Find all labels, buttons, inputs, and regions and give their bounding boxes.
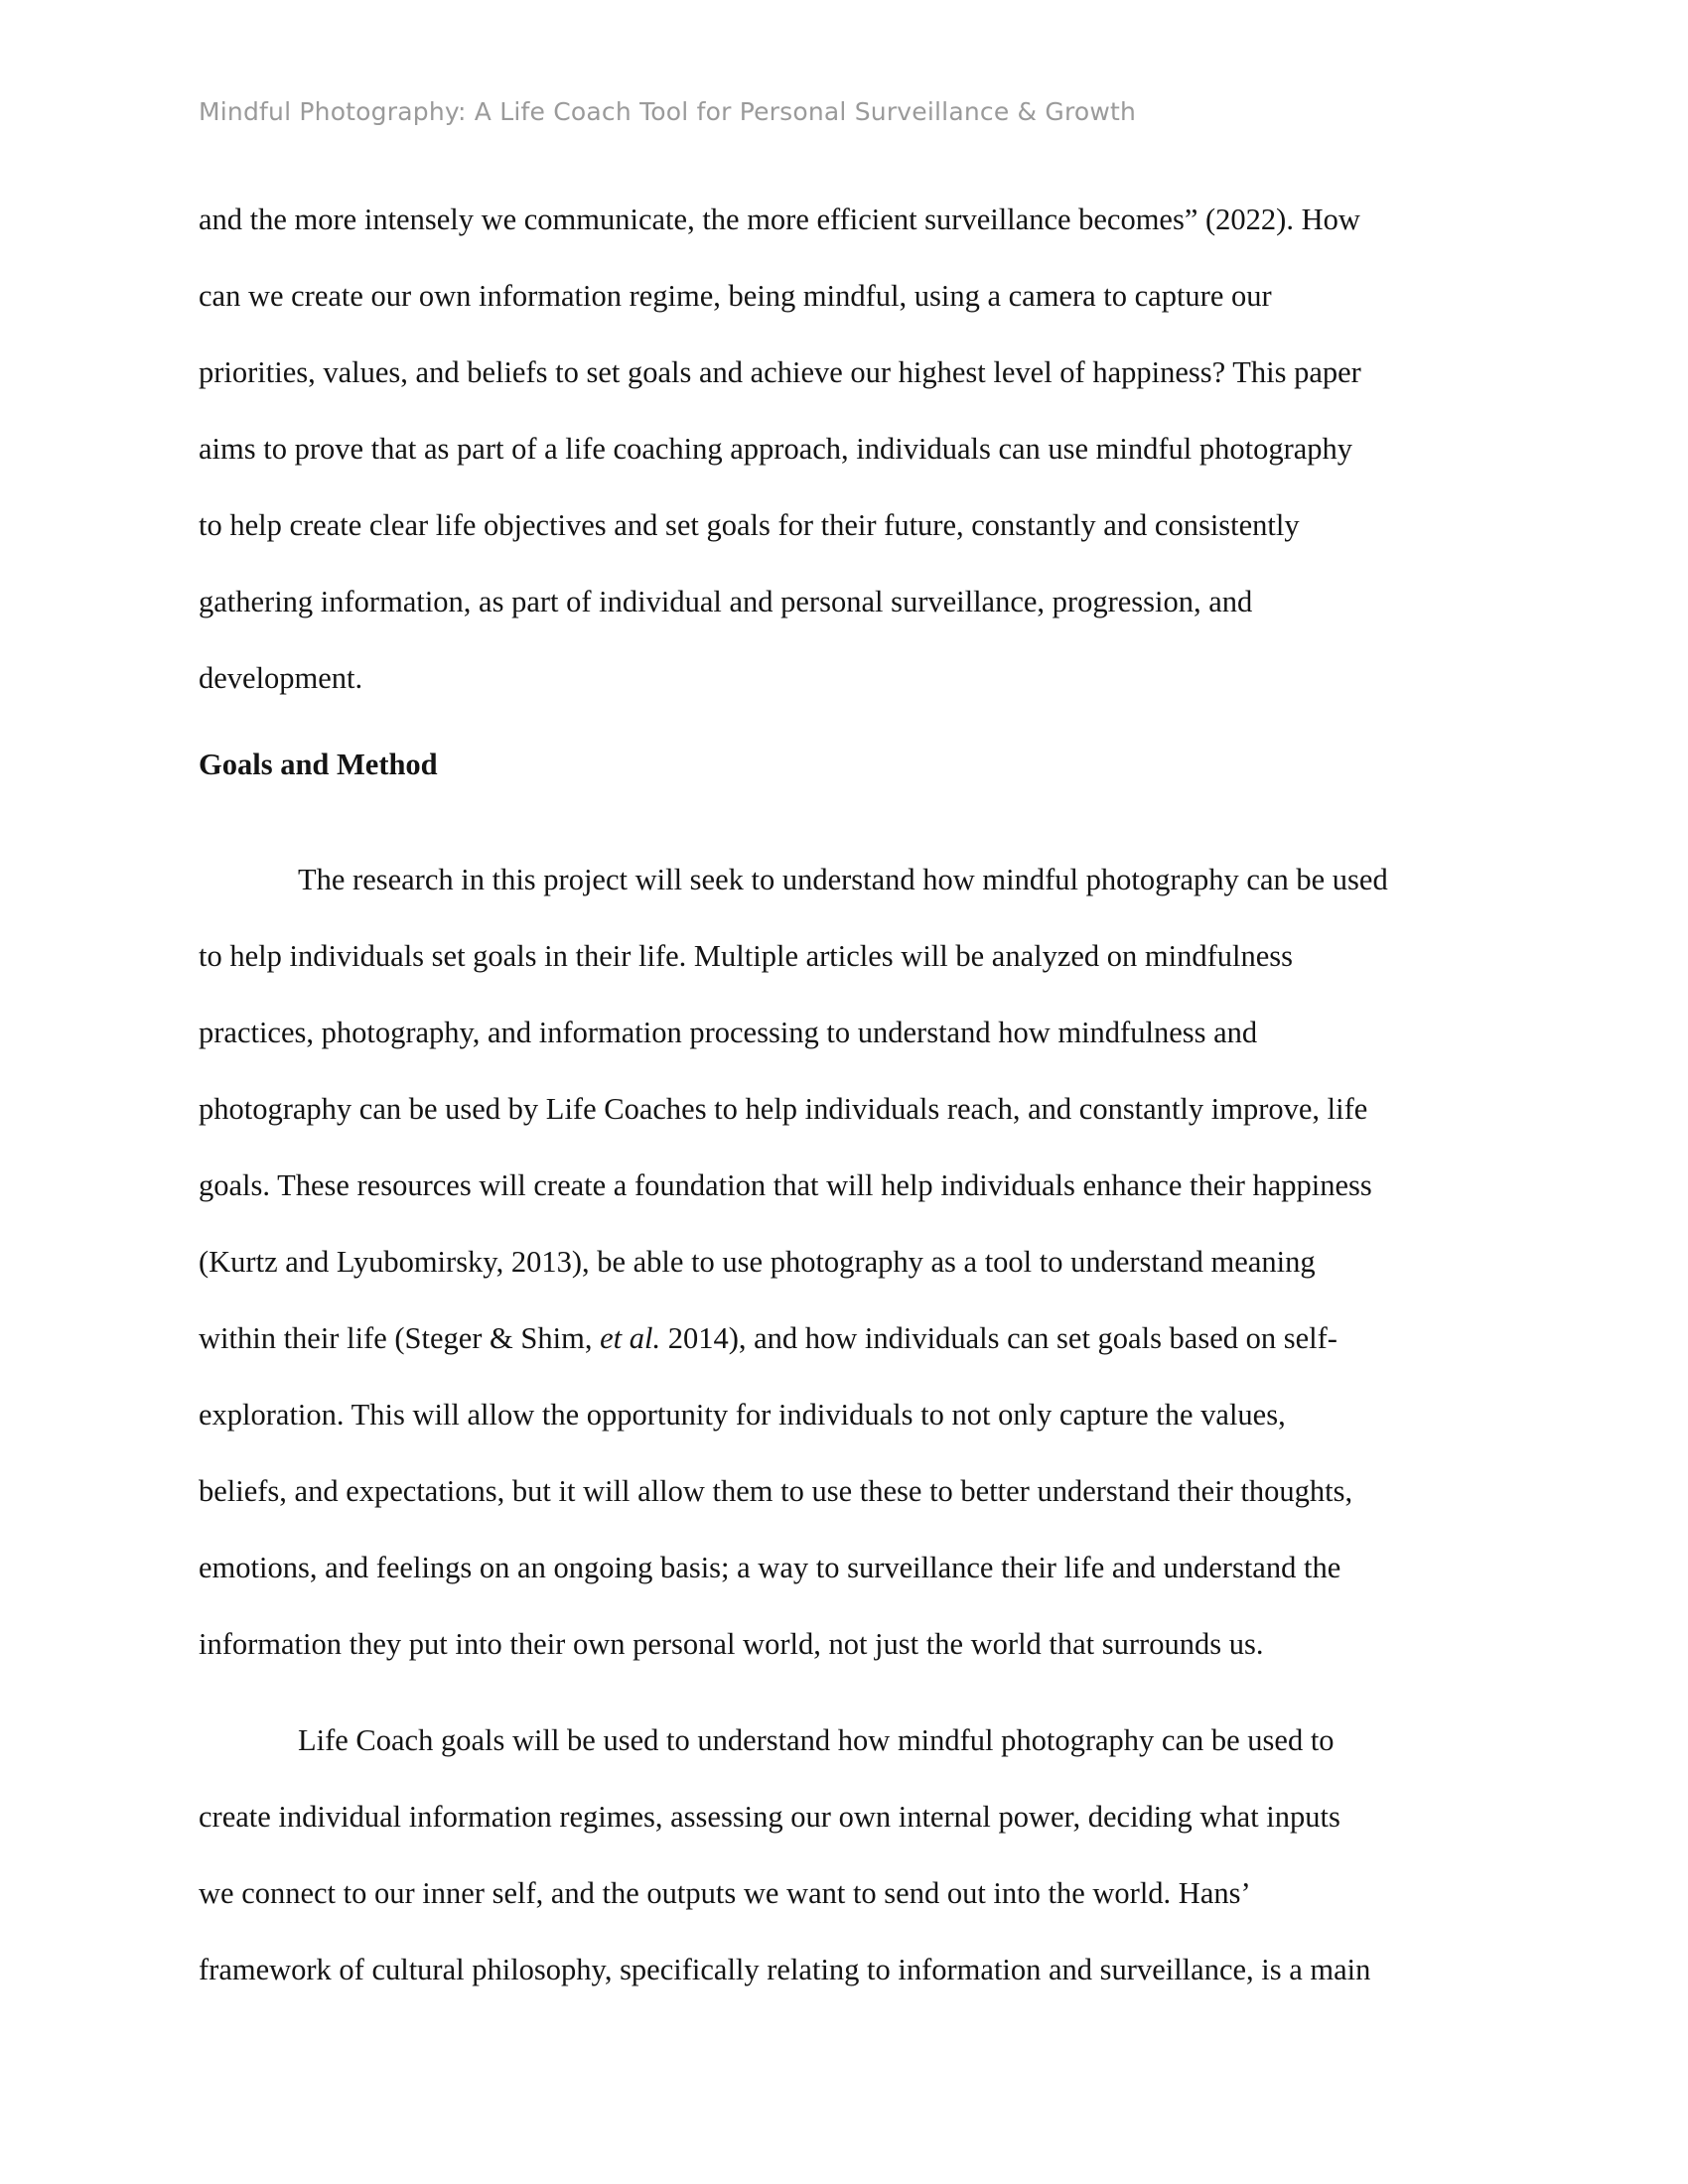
text-line: emotions, and feelings on an ongoing basis; a way to surveillance their life and understand the — [199, 1551, 1341, 1584]
paragraph-intro — [199, 182, 1489, 717]
text-line: we connect to our inner self, and the outputs we want to send out into the world. Hans’ — [199, 1876, 1251, 1910]
paragraph-goals — [199, 842, 1489, 1683]
text-line: to help individuals set goals in their life. Multiple articles will be analyzed on mindfulness — [199, 939, 1294, 973]
text-line: aims to prove that as part of a life coaching approach, individuals can use mindful photography — [199, 432, 1353, 466]
text-line: priorities, values, and beliefs to set goals and achieve our highest level of happiness? This paper — [199, 355, 1361, 389]
italic-citation: et al. — [600, 1321, 661, 1355]
section-heading: Goals and Method — [199, 748, 438, 781]
text-line: exploration. This will allow the opportunity for individuals to not only capture the values, — [199, 1398, 1286, 1432]
text-line: can we create our own information regime, being mindful, using a camera to capture our — [199, 279, 1272, 313]
paragraph — [199, 1703, 1489, 2008]
text-line: framework of cultural philosophy, specifically relating to information and surveillance, is a main — [199, 1953, 1371, 1986]
text-line: goals. These resources will create a foundation that will help individuals enhance their happiness — [199, 1168, 1372, 1202]
paragraph — [199, 182, 1489, 717]
text-line: Life Coach goals will be used to understand how mindful photography can be used to — [298, 1723, 1335, 1757]
text-line: The research in this project will seek to understand how mindful photography can be used — [298, 863, 1388, 896]
running-header: Mindful Photography: A Life Coach Tool for Personal Surveillance & Growth — [199, 97, 1137, 126]
text-line: gathering information, as part of individual and personal surveillance, progression, and — [199, 585, 1253, 618]
text-line: beliefs, and expectations, but it will allow them to use these to better understand their thoughts, — [199, 1474, 1353, 1508]
paragraph-life-coach — [199, 1703, 1489, 2008]
text-line: practices, photography, and information processing to understand how mindfulness and — [199, 1016, 1258, 1049]
text-segment: within their life (Steger & Shim, — [199, 1321, 601, 1355]
text-line: photography can be used by Life Coaches to help individuals reach, and constantly improve, life — [199, 1092, 1368, 1126]
text-line: create individual information regimes, assessing our own internal power, deciding what inputs — [199, 1800, 1340, 1834]
text-segment: 2014), and how individuals can set goals based on self- — [660, 1321, 1337, 1355]
text-line: information they put into their own personal world, not just the world that surrounds us. — [199, 1627, 1264, 1661]
text-line: to help create clear life objectives and set goals for their future, constantly and consistently — [199, 508, 1300, 542]
paragraph — [199, 842, 1489, 1683]
text-line: development. — [199, 661, 363, 695]
text-line-with-citation — [199, 1300, 1489, 1377]
text-line: and the more intensely we communicate, the more efficient surveillance becomes” (2022). How — [199, 203, 1360, 236]
text-line: (Kurtz and Lyubomirsky, 2013), be able to use photography as a tool to understand meaning — [199, 1245, 1316, 1279]
